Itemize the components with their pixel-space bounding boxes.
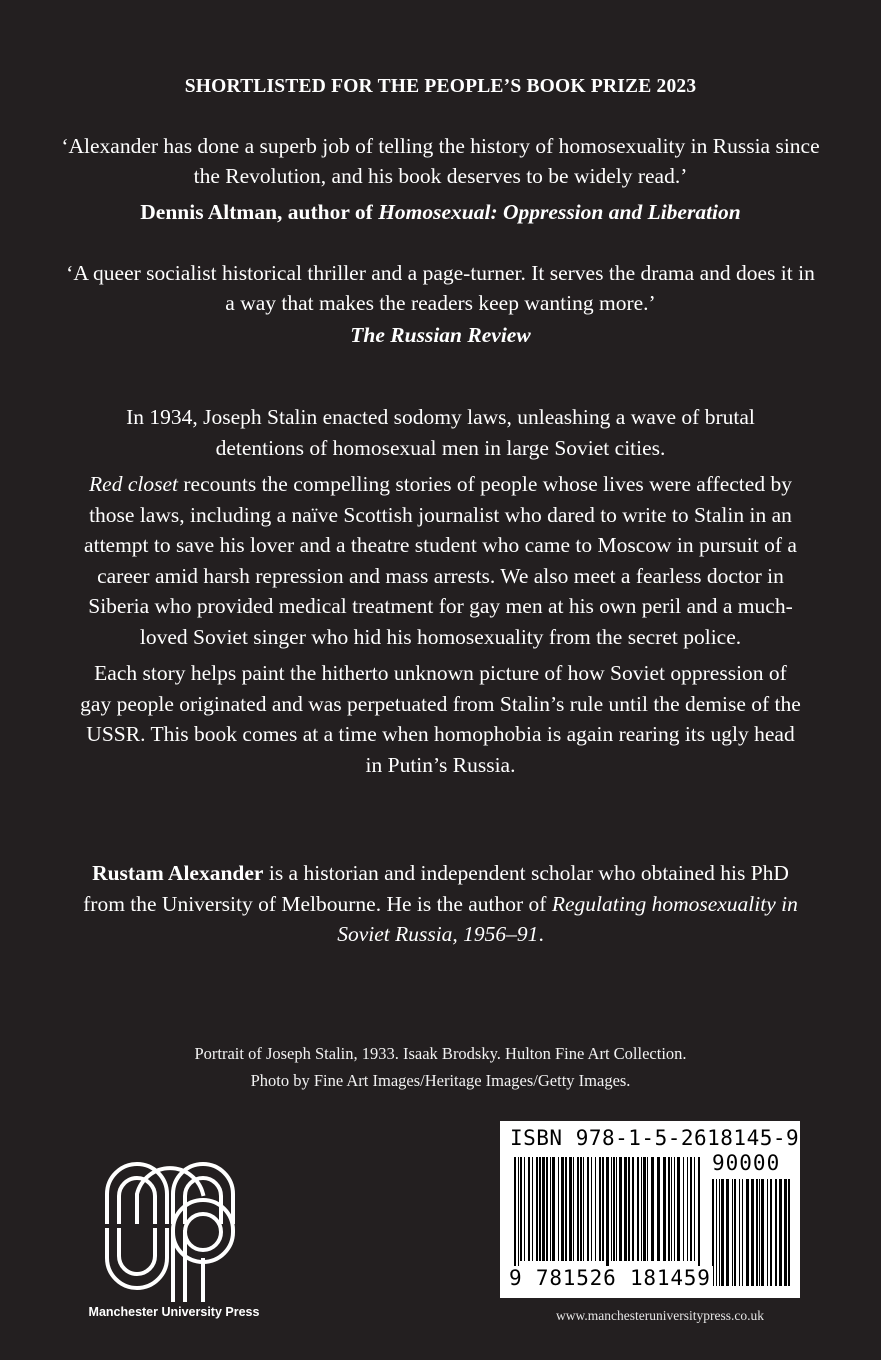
barcode-bar: [759, 1179, 760, 1286]
barcode-bar: [550, 1157, 551, 1261]
barcode-bar: [520, 1157, 522, 1261]
barcode-bar: [726, 1179, 729, 1286]
description-paragraph-3: Each story helps paint the hitherto unknown picture of how Soviet oppression of gay people originated and was perpetuated from Stalin’s rule until the demise of the USSR. This book comes at a time when homophobia is again rearing its ugly head in Putin’s Russia.: [80, 661, 801, 777]
barcode-bar: [569, 1157, 572, 1261]
barcode-bar: [611, 1157, 612, 1261]
author-bio-text: is a historian and independent scholar who obtained his PhD from the University of Melbourne. He is the author of: [83, 861, 789, 916]
barcode-bar: [602, 1157, 604, 1261]
barcode-bar: [657, 1157, 660, 1261]
author-previous-book: Regulating homosexuality in Soviet Russia, 1956–91: [337, 891, 798, 946]
publisher-name: Manchester University Press: [88, 1305, 260, 1319]
barcode-bar: [577, 1157, 579, 1261]
barcode-bar: [719, 1179, 720, 1286]
barcode-bar: [573, 1157, 574, 1261]
image-credit-line-2: Photo by Fine Art Images/Heritage Images/Getty Images.: [250, 1071, 631, 1090]
barcode-bar: [671, 1157, 672, 1261]
barcode-bar: [694, 1157, 695, 1261]
image-credit: [0, 1040, 881, 1094]
barcode-bar: [647, 1157, 648, 1261]
review-quote-2: ‘A queer socialist historical thriller and a page-turner. It serves the drama and does it in a way that makes the readers keep wanting more.’: [66, 261, 815, 315]
barcode-bar: [788, 1179, 790, 1286]
barcode-bar: [606, 1157, 609, 1271]
barcode-bar: [637, 1157, 639, 1261]
author-name: Rustam Alexander: [92, 861, 264, 885]
barcode-bar: [663, 1157, 666, 1261]
barcode-bar: [552, 1157, 555, 1261]
review-attribution-1: [0, 200, 881, 225]
barcode-bar: [632, 1157, 634, 1261]
price-code: 90000: [712, 1151, 781, 1175]
barcode-bar: [683, 1157, 684, 1261]
reviewer-book: Homosexual: Oppression and Liberation: [378, 200, 741, 224]
barcode-bar: [518, 1157, 519, 1271]
barcode-bar: [668, 1157, 670, 1261]
barcode-bar: [580, 1157, 582, 1261]
barcode-bar: [599, 1157, 601, 1261]
mup-logo-icon: [95, 1150, 247, 1302]
barcode-bar: [732, 1179, 733, 1286]
review-source: The Russian Review: [350, 323, 531, 347]
barcode-bar: [616, 1157, 617, 1261]
barcode-bar: [619, 1157, 622, 1261]
author-bio-end: .: [538, 922, 544, 946]
barcode-bar: [536, 1157, 538, 1261]
author-bio: [80, 858, 801, 950]
barcode-bar: [542, 1157, 545, 1261]
barcode-bar: [561, 1157, 564, 1261]
publisher-website: www.manchesteruniversitypress.co.uk: [556, 1308, 764, 1323]
description-paragraph-2-text: recounts the compelling stories of people whose lives were affected by those laws, including a naïve Scottish journalist who dared to write to Stalin in an attempt to save his lover and a theatre student who came to Moscow in pursuit of a career amid harsh repression and mass arrests. We also meet a fearless doctor in Siberia who provided medical treatment for gay men at his own peril and a much-loved Soviet singer who hid his homosexuality from the secret police.: [84, 472, 797, 649]
barcode-bar: [546, 1157, 548, 1261]
book-title: Red closet: [89, 472, 178, 496]
barcode-bar: [746, 1179, 749, 1286]
review-quote-1: ‘Alexander has done a superb job of telling the history of homosexuality in Russia since the Revolution, and his book deserves to be widely read.’: [61, 134, 820, 188]
barcode-bar: [761, 1179, 764, 1286]
review-attribution-2: [0, 323, 881, 348]
barcode-bar: [779, 1179, 782, 1286]
barcode-bar: [641, 1157, 642, 1261]
barcode-bar: [643, 1157, 646, 1261]
barcode-bar: [739, 1179, 740, 1286]
barcode-bar: [539, 1157, 541, 1261]
barcode-bar: [756, 1179, 758, 1286]
ean-number: 9 781526 181459: [509, 1266, 711, 1290]
barcode-bar: [628, 1157, 630, 1261]
barcode-bar: [583, 1157, 584, 1261]
barcode-bar: [558, 1157, 559, 1261]
barcode-bar: [613, 1157, 615, 1261]
barcode-bar: [651, 1157, 654, 1261]
barcode-bar: [524, 1157, 525, 1261]
image-credit-line-1: Portrait of Joseph Stalin, 1933. Isaak Brodsky. Hulton Fine Art Collection.: [194, 1044, 687, 1063]
barcode-bar: [532, 1157, 533, 1261]
description-paragraph-1: In 1934, Joseph Stalin enacted sodomy laws, unleashing a wave of brutal detentions of homosexual men in large Soviet cities.: [126, 405, 755, 460]
barcode-bar: [690, 1157, 692, 1261]
reviewer-name: Dennis Altman, author of: [140, 200, 379, 224]
barcode-bar: [591, 1157, 592, 1261]
barcode-bar: [595, 1157, 596, 1261]
barcode-bar: [587, 1157, 589, 1261]
barcode-bar: [528, 1157, 530, 1261]
prize-banner: SHORTLISTED FOR THE PEOPLE’S BOOK PRIZE 2023: [184, 76, 697, 97]
barcode-bar: [742, 1179, 743, 1286]
barcode-bar: [767, 1179, 768, 1286]
barcode-bar: [674, 1157, 675, 1261]
barcode-bar: [775, 1179, 777, 1286]
barcode-bar: [721, 1179, 724, 1286]
isbn-label: ISBN 978-1-5-2618145-9: [510, 1126, 800, 1150]
barcode-bar: [514, 1157, 516, 1271]
barcode-bar: [751, 1179, 754, 1286]
barcode-bar: [734, 1179, 736, 1286]
barcode-bar: [565, 1157, 567, 1261]
barcode-bar: [624, 1157, 627, 1261]
barcode-bar: [687, 1157, 688, 1261]
barcode-bar: [698, 1157, 700, 1271]
barcode-bar: [716, 1179, 717, 1286]
barcode-bar: [770, 1179, 772, 1286]
description-paragraph-2: [80, 469, 801, 652]
barcode-bar: [677, 1157, 680, 1261]
barcode-bar: [784, 1179, 787, 1286]
book-description: [80, 402, 801, 780]
